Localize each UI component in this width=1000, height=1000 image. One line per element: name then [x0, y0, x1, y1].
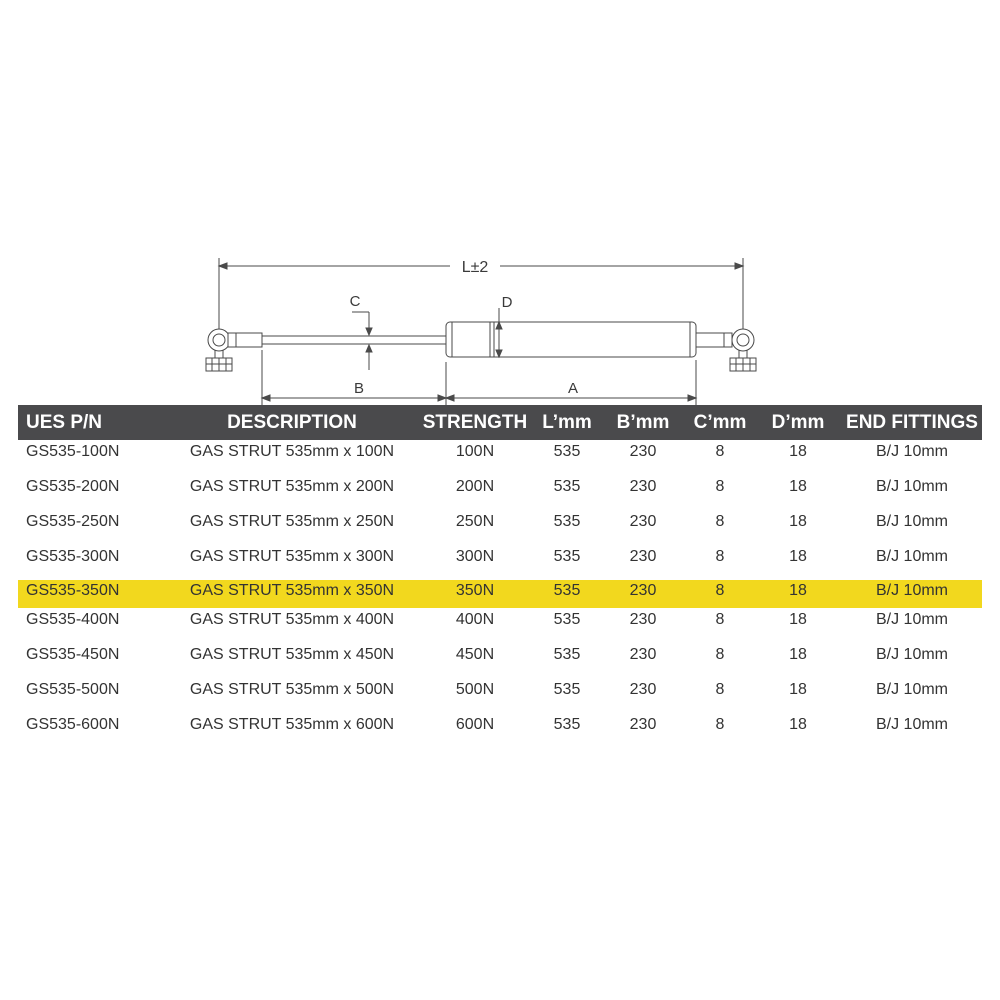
cell-c-diameter: 8 [715, 548, 725, 565]
cell-part-number: GS535-200N [26, 478, 120, 495]
cell-description: GAS STRUT 535mm x 400N [189, 611, 395, 628]
table-row [18, 475, 982, 510]
cell-description: GAS STRUT 535mm x 450N [189, 646, 395, 663]
header-b-length: B’mm [616, 411, 670, 433]
cell-description: GAS STRUT 535mm x 500N [189, 681, 395, 698]
header-d-diameter: D’mm [771, 411, 825, 433]
cell-c-diameter: 8 [686, 580, 754, 608]
header-length: L’mm [542, 411, 592, 433]
cell-description: GAS STRUT 535mm x 350N [168, 580, 416, 608]
table-header-row [18, 405, 982, 440]
left-ball-joint [206, 329, 262, 371]
cell-b-length: 230 [629, 513, 657, 530]
cell-part-number: GS535-450N [26, 646, 120, 663]
cell-description: GAS STRUT 535mm x 250N [189, 513, 395, 530]
table-row [18, 713, 982, 748]
header-c-diameter: C’mm [693, 411, 747, 433]
cell-length: 535 [553, 716, 581, 733]
cell-end-fittings: B/J 10mm [875, 646, 948, 663]
cell-b-length: 230 [629, 548, 657, 565]
cell-length: 535 [553, 443, 581, 460]
body-length-label: A [567, 380, 579, 397]
gas-strut-diagram [0, 0, 1000, 405]
cell-strength: 300N [455, 548, 495, 565]
cell-part-number: GS535-500N [26, 681, 120, 698]
cell-description: GAS STRUT 535mm x 100N [189, 443, 395, 460]
cell-length: 535 [553, 681, 581, 698]
table-row [18, 440, 982, 475]
cell-d-diameter: 18 [789, 548, 807, 565]
rod-length-label: B [353, 380, 365, 397]
cell-part-number: GS535-350N [18, 580, 168, 608]
table-row [18, 608, 982, 643]
cell-d-diameter: 18 [789, 478, 807, 495]
cell-end-fittings: B/J 10mm [875, 681, 948, 698]
cell-c-diameter: 8 [715, 611, 725, 628]
cell-c-diameter: 8 [715, 478, 725, 495]
cell-length: 535 [553, 548, 581, 565]
cell-c-diameter: 8 [715, 513, 725, 530]
table-row-highlighted [18, 580, 982, 608]
cell-d-diameter: 18 [789, 513, 807, 530]
cell-c-diameter: 8 [715, 443, 725, 460]
cell-strength: 100N [455, 443, 495, 460]
cell-end-fittings: B/J 10mm [875, 443, 948, 460]
header-end-fittings: END FITTINGS [846, 411, 978, 433]
cell-d-diameter: 18 [789, 716, 807, 733]
cell-strength: 250N [455, 513, 495, 530]
cell-part-number: GS535-400N [26, 611, 120, 628]
piston-rod [262, 336, 448, 344]
overall-length-label: L±2 [461, 259, 489, 276]
cell-b-length: 230 [629, 646, 657, 663]
cell-strength: 600N [455, 716, 495, 733]
cylinder-body [446, 322, 696, 357]
cell-description: GAS STRUT 535mm x 600N [189, 716, 395, 733]
cell-end-fittings: B/J 10mm [842, 580, 982, 608]
rod-diameter-label: C [349, 293, 361, 310]
cell-length: 535 [553, 513, 581, 530]
cell-part-number: GS535-600N [26, 716, 120, 733]
cell-end-fittings: B/J 10mm [875, 478, 948, 495]
cell-strength: 200N [455, 478, 495, 495]
header-strength: STRENGTH [422, 411, 528, 433]
cell-b-length: 230 [629, 443, 657, 460]
cell-part-number: GS535-100N [26, 443, 120, 460]
body-diameter-label: D [501, 294, 513, 311]
cell-part-number: GS535-250N [26, 513, 120, 530]
right-ball-joint [696, 329, 756, 371]
table-row [18, 643, 982, 678]
cell-end-fittings: B/J 10mm [875, 548, 948, 565]
table-body [18, 440, 982, 748]
cell-description: GAS STRUT 535mm x 300N [189, 548, 395, 565]
cell-end-fittings: B/J 10mm [875, 513, 948, 530]
cell-d-diameter: 18 [789, 611, 807, 628]
table-row [18, 545, 982, 580]
cell-d-diameter: 18 [789, 681, 807, 698]
cell-end-fittings: B/J 10mm [875, 716, 948, 733]
table-row [18, 678, 982, 713]
cell-b-length: 230 [600, 580, 686, 608]
cell-length: 535 [553, 611, 581, 628]
cell-strength: 500N [455, 681, 495, 698]
cell-b-length: 230 [629, 611, 657, 628]
cell-strength: 450N [455, 646, 495, 663]
specification-table [18, 405, 982, 748]
cell-length: 535 [553, 478, 581, 495]
header-description: DESCRIPTION [227, 411, 357, 433]
cell-strength: 350N [416, 580, 534, 608]
cell-d-diameter: 18 [789, 443, 807, 460]
cell-b-length: 230 [629, 478, 657, 495]
cell-d-diameter: 18 [754, 580, 842, 608]
cell-c-diameter: 8 [715, 681, 725, 698]
cell-description: GAS STRUT 535mm x 200N [189, 478, 395, 495]
cell-end-fittings: B/J 10mm [875, 611, 948, 628]
cell-c-diameter: 8 [715, 646, 725, 663]
table-row [18, 510, 982, 545]
cell-d-diameter: 18 [789, 646, 807, 663]
cell-part-number: GS535-300N [26, 548, 120, 565]
cell-strength: 400N [455, 611, 495, 628]
header-part-number: UES P/N [26, 411, 103, 433]
cell-length: 535 [534, 580, 600, 608]
cell-b-length: 230 [629, 716, 657, 733]
cell-c-diameter: 8 [715, 716, 725, 733]
cell-length: 535 [553, 646, 581, 663]
cell-b-length: 230 [629, 681, 657, 698]
